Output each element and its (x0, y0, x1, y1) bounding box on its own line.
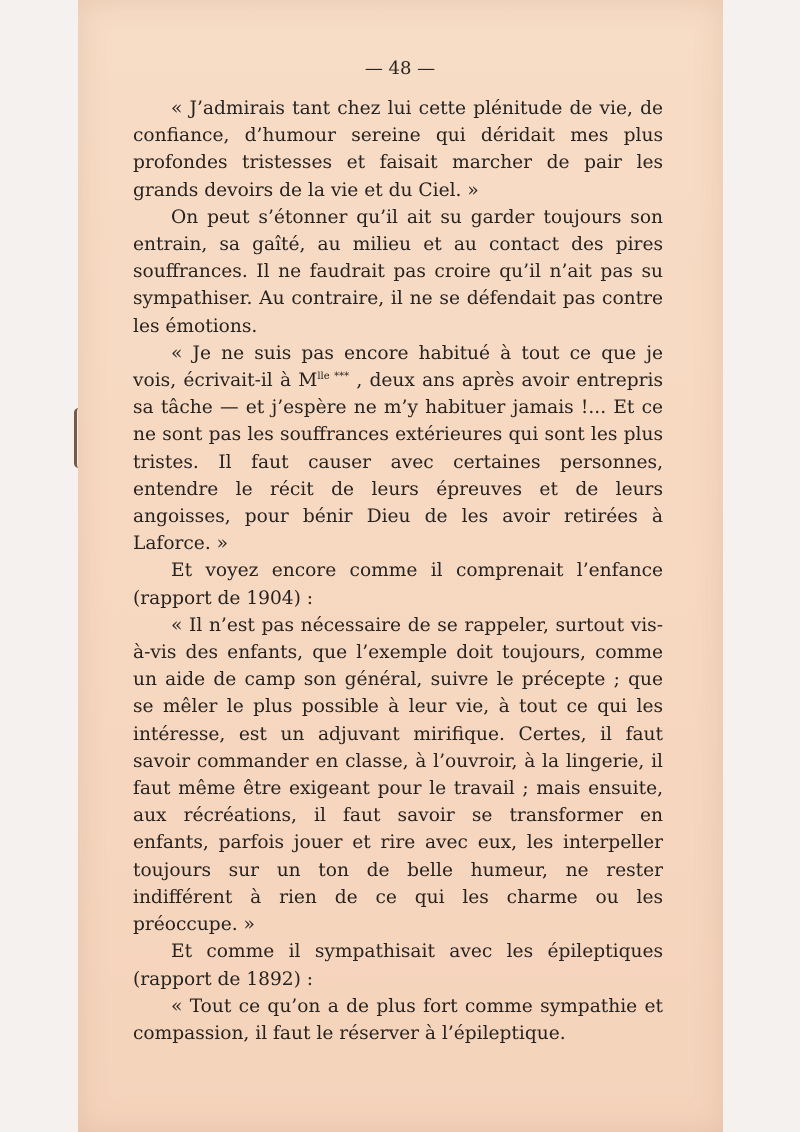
paragraph-quote-4: « Tout ce qu’on a de plus fort comme sympathie et compassion, il faut le réserver à l’épileptique. (133, 995, 663, 1044)
paragraph-4: Et voyez encore comme il comprenait l’enfance (rapport de 1904) : (133, 560, 663, 609)
binding-edge (74, 408, 83, 468)
paragraph-quote-2 (133, 340, 663, 558)
paragraph-2: On peut s’étonner qu’il ait su garder toujours son entrain, sa gaîté, au milieu et au contact des pires souffrances. Il ne faudrait pas croire qu’il n’ait pas su sympathiser. Au contraire, il ne se défendait pas contre les émotions. (133, 206, 663, 337)
paragraph-quote-1: « J’admirais tant chez lui cette plénitude de vie, de confiance, d’humour sereine qui déridait mes plus profondes tristesses et faisait marcher de pair les grands devoirs de la vie et du Ciel. » (133, 98, 663, 201)
quote-2-part-1: « Je ne suis pas encore habitué à tout ce que je vois, écrivait-il à M (133, 342, 663, 392)
quote-2-part-2: , deux ans après avoir entrepris sa tâche — et j’espère ne m’y habituer jamais !... Et ce ne sont pas les souffrances extérieures qui sont les plus tristes. Il faut causer avec certaines personnes, entendre le récit de leurs épreuves et de leurs angoisses, pour bénir Dieu de les avoir retirées à Laforce. » (133, 370, 664, 555)
paragraph-6: Et comme il sympathisait avec les épileptiques (rapport de 1892) : (133, 941, 663, 990)
page-text (133, 95, 663, 1047)
paragraph-quote-3: « Il n’est pas nécessaire de se rappeler, surtout vis-à-vis des enfants, que l’exemple doit toujours, comme un aide de camp son général, suivre le précepte ; que se mêler le plus possible à leur vie, à tout ce qui les intéresse, est un adjuvant mirifique. Certes, il faut savoir commander en classe, à l’ouvroir, à la lingerie, il faut même être exigeant pour le travail ; mais ensuite, aux récréations, il faut savoir se transformer en enfants, parfois jouer et rire avec eux, les interpeller toujours sur un ton de belle humeur, ne rester indifférent à rien de ce qui les charme ou les préoccupe. » (133, 614, 663, 936)
mademoiselle-superscript: lle *** (317, 370, 350, 382)
page-number: — 48 — (364, 58, 436, 79)
